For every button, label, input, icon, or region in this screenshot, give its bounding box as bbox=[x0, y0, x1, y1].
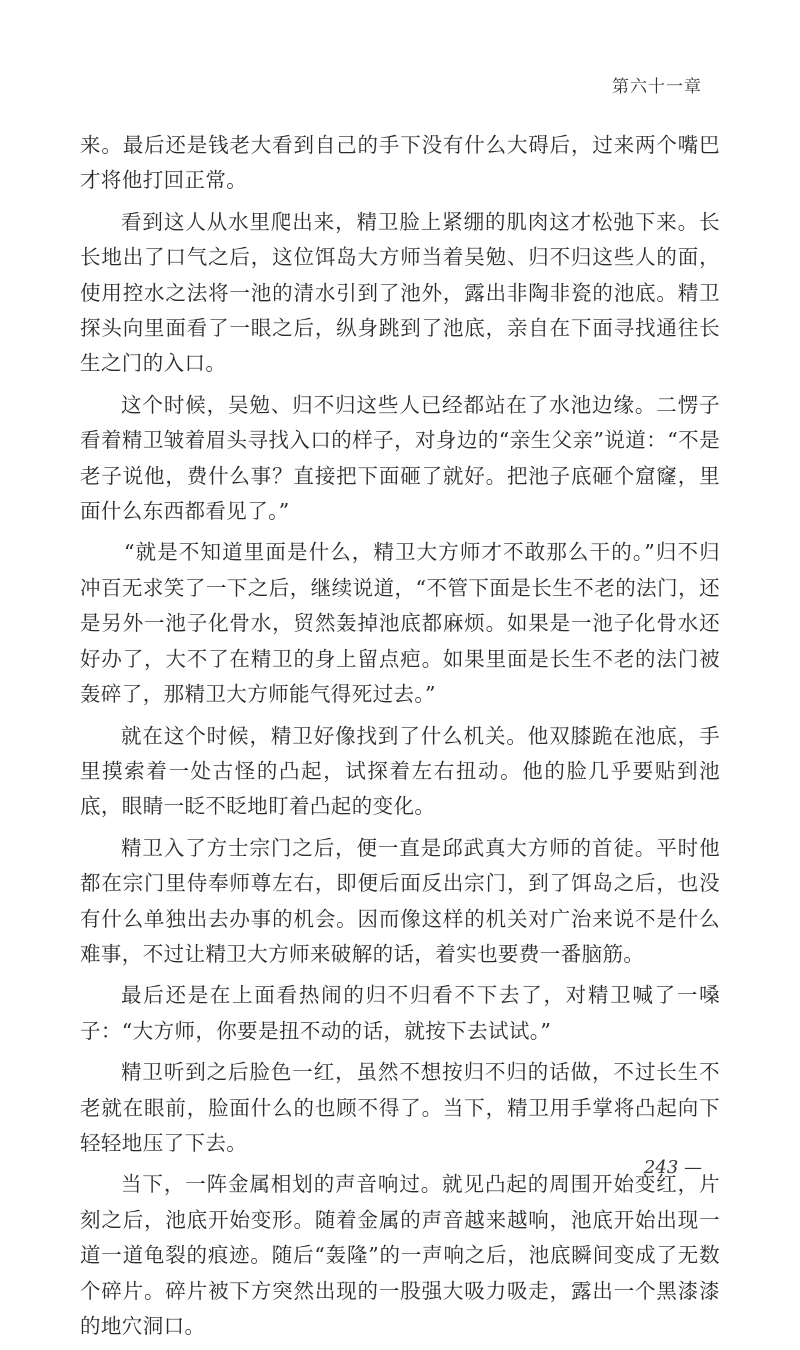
paragraph-3: 这个时候，吴勉、归不归这些人已经都站在了水池边缘。二愣子看着精卫皱着眉头寻找入口的样子，对身边的“亲生父亲”说道：“不是老子说他，费什么事？直接把下面砸了就好。把池子底砸个窟窿，里面什么东西都看见了。” bbox=[80, 392, 720, 524]
paragraph-5: 就在这个时候，精卫好像找到了什么机关。他双膝跪在池底，手里摸索着一处古怪的凸起，试探着左右扭动。他的脸几乎要贴到池底，眼睛一眨不眨地盯着凸起的变化。 bbox=[80, 723, 720, 819]
page-number: 243 — bbox=[643, 1157, 702, 1178]
paragraph-9: 当下，一阵金属相划的声音响过。就见凸起的周围开始变红，片刻之后，池底开始变形。随着金属的声音越来越响，池底开始出现一道一道龟裂的痕迹。随后“轰隆”的一声响之后，池底瞬间变成了无数个碎片。碎片被下方突然出现的一股强大吸力吸走，露出一个黑漆漆的地穴洞口。 bbox=[80, 1172, 720, 1338]
paragraph-7: 最后还是在上面看热闹的归不归看不下去了，对精卫喊了一嗓子：“大方师，你要是扭不动的话，就按下去试试。” bbox=[80, 983, 720, 1043]
paragraph-6: 精卫入了方士宗门之后，便一直是邱武真大方师的首徒。平时他都在宗门里侍奉师尊左右，即便后面反出宗门，到了饵岛之后，也没有什么单独出去办事的机会。因而像这样的机关对广治来说不是什么难事，不过让精卫大方师来破解的话，着实也要费一番脑筋。 bbox=[80, 835, 720, 966]
paragraph-2: 看到这人从水里爬出来，精卫脸上紧绷的肌肉这才松弛下来。长长地出了口气之后，这位饵岛大方师当着吴勉、归不归这些人的面，使用控水之法将一池的清水引到了池外，露出非陶非瓷的池底。精卫探头向里面看了一眼之后，纵身跳到了池底，亲自在下面寻找通往长生之门的入口。 bbox=[80, 209, 720, 376]
paragraph-8: 精卫听到之后脸色一红，虽然不想按归不归的话做，不过长生不老就在眼前，脸面什么的也顾不得了。当下，精卫用手掌将凸起向下轻轻地压了下去。 bbox=[80, 1060, 720, 1155]
paragraph-4: “就是不知道里面是什么，精卫大方师才不敢那么干的。”归不归冲百无求笑了一下之后，继续说道，“不管下面是长生不老的法门，还是另外一池子化骨水，贸然轰掉池底都麻烦。如果是一池子化骨水还好办了，大不了在精卫的身上留点疤。如果里面是长生不老的法门被轰碎了，那精卫大方师能气得死过去。” bbox=[80, 540, 720, 707]
body-text bbox=[80, 128, 720, 1350]
paragraph-1: 来。最后还是钱老大看到自己的手下没有什么大碍后，过来两个嘴巴才将他打回正常。 bbox=[80, 133, 720, 193]
chapter-header: 第六十一章 bbox=[612, 77, 702, 97]
